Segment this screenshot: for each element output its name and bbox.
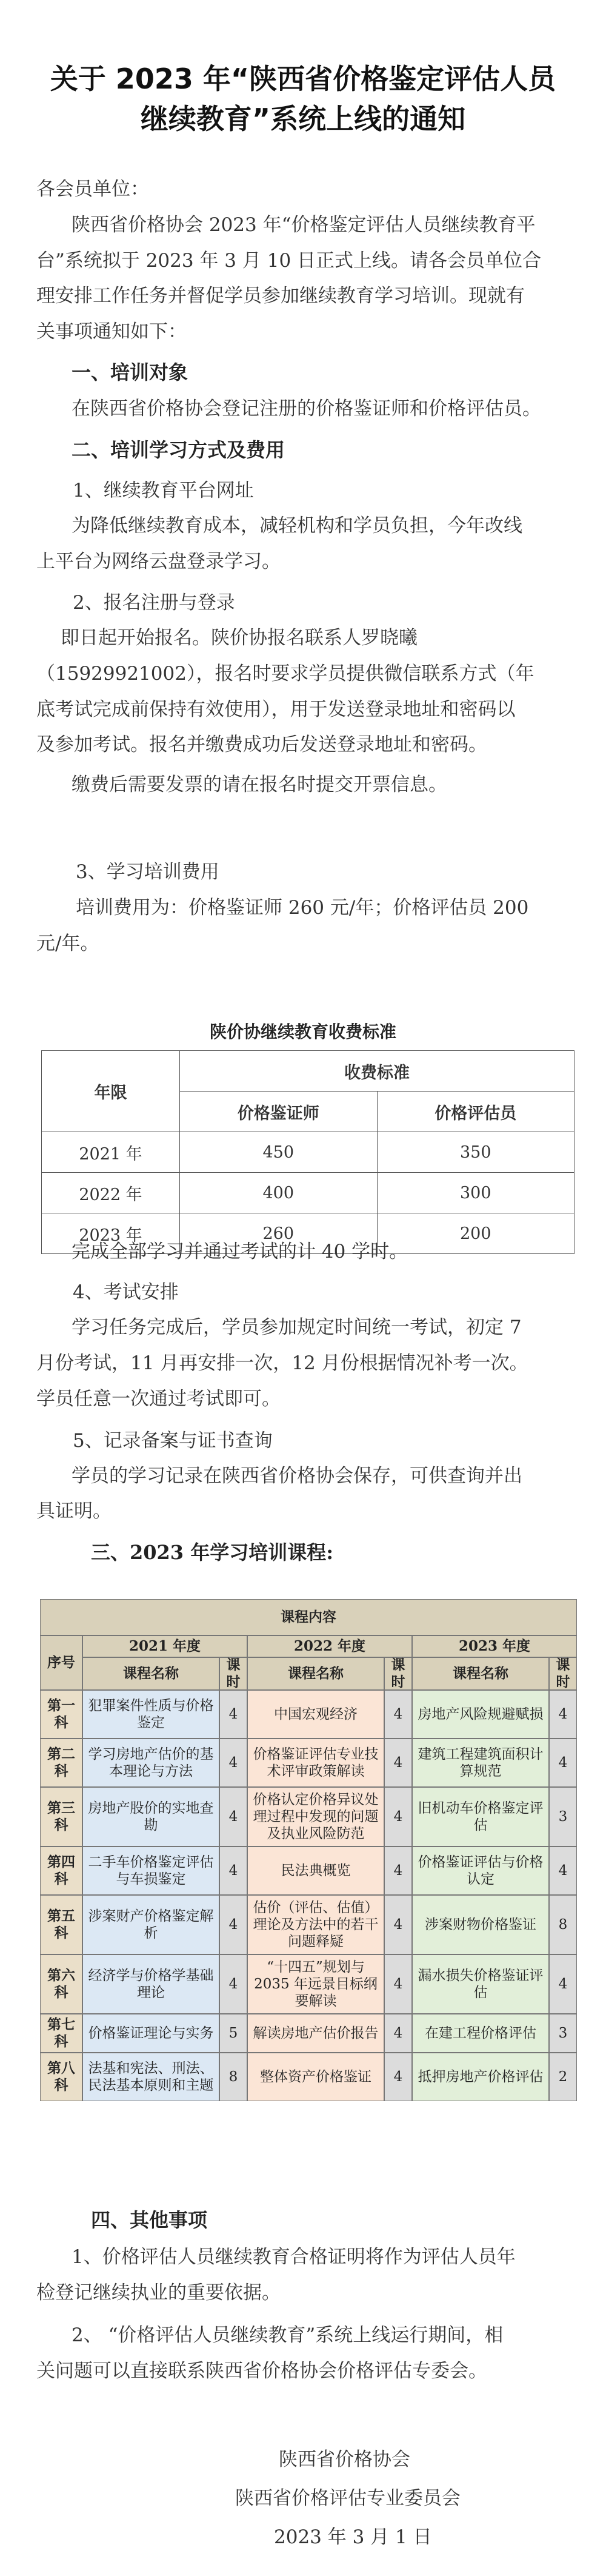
section-3-heading: 三、2023 年学习培训课程: [91,1541,334,1564]
course-header-hours: 课时 [384,1657,412,1690]
fee-a: 450 [180,1132,378,1173]
course-hours-2023: 3 [549,1787,577,1846]
course-seq: 第七科 [40,2014,82,2053]
course-header-hours: 课时 [549,1657,577,1690]
course-hours-2022: 4 [384,1787,412,1846]
other-2-line-2: 关问题可以直接联系陕西省价格协会价格评估专委会。 [36,2360,487,2382]
course-name-2023: 旧机动车价格鉴定评估 [412,1787,549,1846]
course-name-2021: 学习房地产估价的基本理论与方法 [82,1739,219,1787]
fee-a: 260 [180,1213,378,1254]
course-name-2021: 二手车价格鉴定评估与车损鉴定 [82,1846,219,1895]
sub-2-line-3: 底考试完成前保持有效使用），用于发送登录地址和密码以 [36,699,516,720]
section-1-heading: 一、培训对象 [72,361,188,384]
sub-2-line-4: 及参加考试。报名并缴费成功后发送登录地址和密码。 [36,734,487,756]
course-hours-2021: 4 [219,1690,247,1739]
signature-org-2: 陕西省价格评估专业委员会 [235,2487,461,2509]
intro-line-3: 理安排工作任务并督促学员参加继续教育学习培训。现就有 [36,285,525,307]
sub-1-heading: 1、继续教育平台网址 [73,480,254,501]
sub-4-line-1: 学习任务完成后，学员参加规定时间统一考试，初定 7 [72,1317,522,1338]
course-hours-2021: 4 [219,1895,247,1954]
sub-4-line-2: 月份考试，11 月再安排一次，12 月份根据情况补考一次。 [36,1352,528,1374]
course-name-2022: 整体资产价格鉴证 [247,2053,384,2101]
section-4-heading: 四、其他事项 [91,2209,208,2232]
fee-row [42,1132,574,1173]
course-hours-2022: 4 [384,1954,412,2014]
title-line-1: 关于 2023 年“陕西省价格鉴定评估人员 [50,62,556,95]
course-hours-2021: 4 [219,1739,247,1787]
course-name-2021: 价格鉴证理论与实务 [82,2014,219,2053]
course-name-2023: 漏水损失价格鉴证评估 [412,1954,549,2014]
fee-a: 400 [180,1173,378,1213]
course-hours-2023: 4 [549,1739,577,1787]
signature-org-1: 陕西省价格协会 [279,2449,410,2470]
course-name-2023: 房地产风险规避赋损 [412,1690,549,1739]
sub-3-line-1: 培训费用为：价格鉴证师 260 元/年；价格评估员 200 [76,897,529,919]
sub-3-line-2: 元/年。 [36,933,99,954]
fee-table-caption: 陕价协继续教育收费标准 [209,1022,396,1042]
fee-row [42,1173,574,1213]
course-hours-2022: 4 [384,2014,412,2053]
course-name-2023: 抵押房地产价格评估 [412,2053,549,2101]
intro-line-4: 关事项通知如下： [36,321,187,343]
section-1-text: 在陕西省价格协会登记注册的价格鉴证师和价格评估员。 [72,398,541,420]
course-hours-2022: 4 [384,1739,412,1787]
course-table [40,1599,577,2149]
course-seq: 第五科 [40,1895,82,1954]
sub-5-line-2: 具证明。 [36,1500,112,1522]
sub-4-heading: 4、考试安排 [73,1281,179,1303]
course-name-2023: 价格鉴证评估与价格认定 [412,1846,549,1895]
intro-line-1: 陕西省价格协会 2023 年“价格鉴定评估人员继续教育平 [72,214,536,236]
fee-b: 200 [377,1213,574,1254]
course-name-2022: 中国宏观经济 [247,1690,384,1739]
sub-2-line-2: （15929921002），报名时要求学员提供微信联系方式（年 [36,663,534,685]
sub-2-heading: 2、报名注册与登录 [73,592,235,614]
course-seq: 第八科 [40,2053,82,2101]
course-hours-2021: 4 [219,1787,247,1846]
other-1-line-2: 检登记继续执业的重要依据。 [36,2282,281,2304]
course-header-2021: 2021 年度 [82,1635,247,1657]
course-name-2022: 价格鉴证评估专业技术评审政策解读 [247,1739,384,1787]
course-name-2023: 建筑工程建筑面积计算规范 [412,1739,549,1787]
course-seq: 第一科 [40,1690,82,1739]
course-header-name: 课程名称 [247,1657,384,1690]
course-hours-2023: 4 [549,1690,577,1739]
intro-line-2: 台”系统拟于 2023 年 3 月 10 日正式上线。请各会员单位合 [36,250,542,272]
salutation: 各会员单位： [36,178,149,200]
after-fee-text: 完成全部学习并通过考试的计 40 学时。 [72,1241,408,1263]
sub-1-line-2: 上平台为网络云盘登录学习。 [36,551,281,572]
course-hours-2023: 4 [549,1846,577,1895]
course-hours-2021: 4 [219,1846,247,1895]
course-name-2021: 经济学与价格学基础理论 [82,1954,219,2014]
sub-2-line-5: 缴费后需要发票的请在报名时提交开票信息。 [72,774,447,796]
course-hours-2023: 2 [549,2053,577,2101]
signature-date: 2023 年 3 月 1 日 [274,2526,432,2548]
course-hours-2021: 8 [219,2053,247,2101]
course-hours-2023: 3 [549,2014,577,2053]
fee-b: 300 [377,1173,574,1213]
course-name-2021: 涉案财产价格鉴定解析 [82,1895,219,1954]
title-line-2: 继续教育”系统上线的通知 [140,102,466,135]
fee-year: 2023 年 [42,1213,180,1254]
fee-header-a: 价格鉴证师 [180,1092,378,1132]
course-hours-2023: 8 [549,1895,577,1954]
fee-year: 2021 年 [42,1132,180,1173]
course-header-2022: 2022 年度 [247,1635,412,1657]
course-header-name: 课程名称 [82,1657,219,1690]
fee-header-standard: 收费标准 [180,1051,574,1092]
course-name-2021: 犯罪案件性质与价格鉴定 [82,1690,219,1739]
course-name-2021: 房地产股价的实地查勘 [82,1787,219,1846]
course-hours-2022: 4 [384,1846,412,1895]
fee-b: 350 [377,1132,574,1173]
course-seq: 第四科 [40,1846,82,1895]
course-name-2022: 民法典概览 [247,1846,384,1895]
course-header-hours: 课时 [219,1657,247,1690]
course-hours-2023: 4 [549,1954,577,2014]
course-name-2021: 法基和宪法、刑法、民法基本原则和主题 [82,2053,219,2101]
sub-3-heading: 3、学习培训费用 [76,861,219,883]
fee-table [41,1050,574,1254]
sub-2-line-1: 即日起开始报名。陕价协报名联系人罗晓曦 [61,627,418,649]
other-1-line-1: 1、价格评估人员继续教育合格证明将作为评估人员年 [72,2246,516,2268]
course-name-2023: 涉案财物价格鉴证 [412,1895,549,1954]
fee-header-b: 价格评估员 [377,1092,574,1132]
course-hours-2021: 5 [219,2014,247,2053]
fee-header-year: 年限 [42,1051,180,1132]
course-name-2023: 在建工程价格评估 [412,2014,549,2053]
course-seq: 第六科 [40,1954,82,2014]
course-hours-2022: 4 [384,2053,412,2101]
fee-year: 2022 年 [42,1173,180,1213]
sub-5-line-1: 学员的学习记录在陕西省价格协会保存，可供查询并出 [72,1465,522,1487]
course-name-2022: 价格认定价格异议处理过程中发现的问题及执业风险防范 [247,1787,384,1846]
course-seq: 第二科 [40,1739,82,1787]
course-header-seq: 序号 [40,1635,82,1690]
sub-4-line-3: 学员任意一次通过考试即可。 [36,1388,281,1410]
course-hours-2022: 4 [384,1895,412,1954]
course-name-2022: 解读房地产估价报告 [247,2014,384,2053]
course-name-2022: “十四五”规划与 2035 年远景目标纲要解读 [247,1954,384,2014]
course-header-2023: 2023 年度 [412,1635,577,1657]
course-hours-2022: 4 [384,1690,412,1739]
course-name-2022: 估价（评估、估值）理论及方法中的若干问题释疑 [247,1895,384,1954]
course-seq: 第三科 [40,1787,82,1846]
sub-1-line-1: 为降低继续教育成本，减轻机构和学员负担，今年改线 [72,515,522,537]
course-hours-2021: 4 [219,1954,247,2014]
sub-5-heading: 5、记录备案与证书查询 [73,1430,273,1452]
section-2-heading: 二、培训学习方式及费用 [72,438,285,461]
course-header-content: 课程内容 [40,1599,577,1635]
other-2-line-1: 2、 “价格评估人员继续教育”系统上线运行期间，相 [72,2324,504,2346]
course-header-name: 课程名称 [412,1657,549,1690]
